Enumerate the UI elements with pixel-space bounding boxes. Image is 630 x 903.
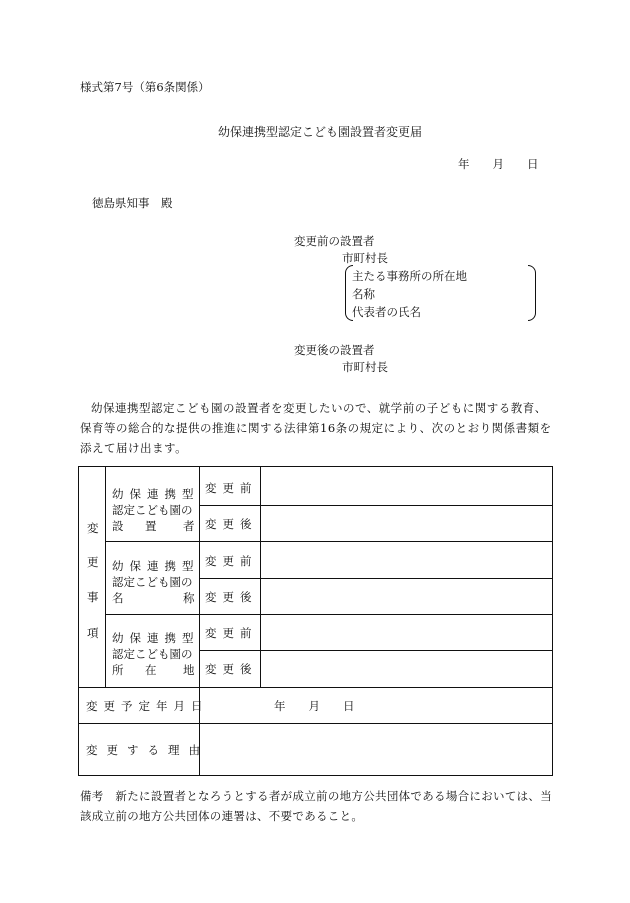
reason-value[interactable] xyxy=(200,724,553,775)
side-label-char-3: 事 xyxy=(87,590,99,604)
table-hline-full-1 xyxy=(79,687,553,688)
group2-after-value[interactable] xyxy=(261,579,553,613)
bracket-right xyxy=(528,265,536,321)
group1-line3a: 設 xyxy=(112,519,124,533)
group1-line2: 認定こども園の xyxy=(112,503,193,517)
group1-line1: 幼保連携型 xyxy=(112,487,200,501)
note xyxy=(80,786,555,826)
group1-line3c: 者 xyxy=(183,519,195,533)
side-label-char-2: 更 xyxy=(87,555,99,569)
group3-line3a: 所 xyxy=(112,663,124,677)
group3-line1: 幼保連携型 xyxy=(112,631,200,645)
before-label-2: 変更前 xyxy=(205,554,258,568)
group3-line3b: 在 xyxy=(145,663,157,677)
note-text: 新たに設置者となろうとする者が成立前の地方公共団体である場合においては、当該成立前の地方公共団体の連署は、不要であること。 xyxy=(80,789,553,823)
group3-before-value[interactable] xyxy=(261,615,553,649)
group2-line1: 幼保連携型 xyxy=(112,559,200,573)
field-address: 主たる事務所の所在地 xyxy=(352,269,467,283)
before-heading: 変更前の設置者 xyxy=(294,234,375,248)
table-vline-1 xyxy=(105,467,106,687)
page-title: 幼保連携型認定こども園設置者変更届 xyxy=(218,125,423,139)
note-label: 備考 xyxy=(80,789,104,803)
scheduled-date-value[interactable]: 年 月 日 xyxy=(274,699,355,713)
addressee: 徳島県知事 殿 xyxy=(92,196,173,210)
group1-line3b: 置 xyxy=(145,519,157,533)
group1-before-value[interactable] xyxy=(261,468,553,504)
group3-line3c: 地 xyxy=(183,663,195,677)
date-line: 年 月 日 xyxy=(458,157,539,171)
group2-before-value[interactable] xyxy=(261,542,553,577)
after-label-1: 変更後 xyxy=(205,517,258,531)
change-table xyxy=(78,466,553,776)
before-label-1: 変更前 xyxy=(205,481,258,495)
after-label-2: 変更後 xyxy=(205,590,258,604)
group2-line3c: 称 xyxy=(183,591,195,605)
reason-label: 変更する理由 xyxy=(86,743,209,757)
group3-after-value[interactable] xyxy=(261,651,553,686)
body-paragraph: 幼保連携型認定こども園の設置者を変更したいので、就学前の子どもに関する教育、保育等の総合的な提供の推進に関する法律第16条の規定により、次のとおり関係書類を添えて届け出ます。 xyxy=(80,401,552,455)
group2-line2: 認定こども園の xyxy=(112,575,193,589)
field-name: 名称 xyxy=(352,287,375,301)
after-label-3: 変更後 xyxy=(205,662,258,676)
form-number: 様式第7号（第6条関係） xyxy=(80,80,210,94)
side-label-char-4: 項 xyxy=(87,626,99,640)
before-mayor: 市町村長 xyxy=(342,251,388,265)
after-mayor: 市町村長 xyxy=(342,360,388,374)
before-label-3: 変更前 xyxy=(205,626,258,640)
scheduled-date-label: 変更予定年月日 xyxy=(86,699,209,713)
group2-line3a: 名 xyxy=(112,591,124,605)
field-representative: 代表者の氏名 xyxy=(352,305,421,319)
side-label-char-1: 変 xyxy=(87,521,99,535)
group3-line2: 認定こども園の xyxy=(112,647,193,661)
group1-after-value[interactable] xyxy=(261,506,553,540)
after-heading: 変更後の設置者 xyxy=(294,343,375,357)
